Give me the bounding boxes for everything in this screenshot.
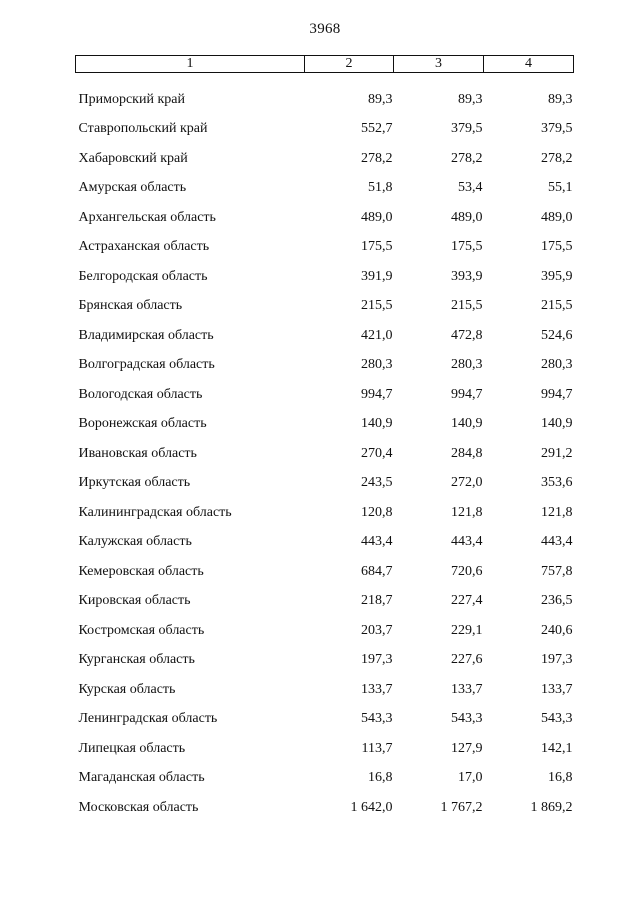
value-col3-cell: 379,5 <box>451 121 483 137</box>
value-col4-cell: 524,6 <box>541 327 573 343</box>
value-col4-cell: 489,0 <box>541 209 573 225</box>
table-row <box>76 351 574 381</box>
value-col3-cell: 133,7 <box>451 681 483 697</box>
value-col3-cell: 543,3 <box>451 711 483 727</box>
value-col3-cell: 229,1 <box>451 622 483 638</box>
region-cell: Астраханская область <box>78 239 210 255</box>
region-cell: Амурская область <box>78 180 187 196</box>
region-cell: Иркутская область <box>78 475 191 491</box>
value-col4-cell: 280,3 <box>541 357 573 373</box>
region-cell: Кировская область <box>78 593 191 609</box>
region-cell: Кемеровская область <box>78 563 204 579</box>
region-cell: Владимирская область <box>78 327 214 343</box>
table-row <box>76 734 574 764</box>
value-col2-cell: 215,5 <box>361 298 393 314</box>
value-col3-cell: 17,0 <box>458 770 483 786</box>
value-col2-cell: 16,8 <box>368 770 393 786</box>
value-col4-cell: 175,5 <box>541 239 573 255</box>
table-row <box>76 115 574 145</box>
value-col3-cell: 284,8 <box>451 445 483 461</box>
region-cell: Курганская область <box>78 652 195 668</box>
value-col3-cell: 53,4 <box>458 180 483 196</box>
table-row <box>76 292 574 322</box>
region-cell: Брянская область <box>78 298 183 314</box>
value-col4-cell: 55,1 <box>548 180 573 196</box>
value-col2-cell: 243,5 <box>361 475 393 491</box>
value-col2-cell: 51,8 <box>368 180 393 196</box>
table-row <box>76 144 574 174</box>
value-col2-cell: 489,0 <box>361 209 393 225</box>
table-row <box>76 616 574 646</box>
value-col2-cell: 443,4 <box>361 534 393 550</box>
value-col4-cell: 353,6 <box>541 475 573 491</box>
table-row <box>76 587 574 617</box>
region-cell: Московская область <box>78 799 199 815</box>
value-col3-cell: 215,5 <box>451 298 483 314</box>
table-body <box>76 73 574 823</box>
table-row <box>76 203 574 233</box>
table-row <box>76 764 574 794</box>
value-col3-cell: 227,6 <box>451 652 483 668</box>
value-col4-cell: 240,6 <box>541 622 573 638</box>
value-col2-cell: 270,4 <box>361 445 393 461</box>
region-cell: Ленинградская область <box>78 711 218 727</box>
value-col4-cell: 994,7 <box>541 386 573 402</box>
value-col2-cell: 197,3 <box>361 652 393 668</box>
value-col2-cell: 684,7 <box>361 563 393 579</box>
table-row <box>76 557 574 587</box>
value-col3-cell: 175,5 <box>451 239 483 255</box>
value-col3-cell: 227,4 <box>451 593 483 609</box>
value-col4-cell: 291,2 <box>541 445 573 461</box>
value-col2-cell: 140,9 <box>361 416 393 432</box>
table-row <box>76 705 574 735</box>
region-cell: Калужская область <box>78 534 192 550</box>
value-col4-cell: 133,7 <box>541 681 573 697</box>
value-col4-cell: 395,9 <box>541 268 573 284</box>
column-header-1: 1 <box>76 56 305 73</box>
value-col2-cell: 278,2 <box>361 150 393 166</box>
column-header-3: 3 <box>394 56 484 73</box>
region-cell: Приморский край <box>78 91 185 107</box>
value-col4-cell: 379,5 <box>541 121 573 137</box>
region-cell: Калининградская область <box>78 504 232 520</box>
column-header-2: 2 <box>305 56 394 73</box>
value-col4-cell: 757,8 <box>541 563 573 579</box>
data-table <box>75 55 574 823</box>
region-cell: Ставропольский край <box>78 121 208 137</box>
region-cell: Воронежская область <box>78 416 207 432</box>
table-row <box>76 410 574 440</box>
table-row <box>76 321 574 351</box>
value-col2-cell: 175,5 <box>361 239 393 255</box>
value-col4-cell: 543,3 <box>541 711 573 727</box>
value-col3-cell: 89,3 <box>458 91 483 107</box>
value-col2-cell: 1 642,0 <box>350 799 393 815</box>
value-col4-cell: 121,8 <box>541 504 573 520</box>
column-header-4: 4 <box>484 56 574 73</box>
value-col4-cell: 142,1 <box>541 740 573 756</box>
value-col3-cell: 121,8 <box>451 504 483 520</box>
table-row <box>76 73 574 115</box>
table-row <box>76 675 574 705</box>
value-col3-cell: 1 767,2 <box>440 799 483 815</box>
region-cell: Архангельская область <box>78 209 216 225</box>
region-cell: Вологодская область <box>78 386 203 402</box>
value-col3-cell: 278,2 <box>451 150 483 166</box>
value-col3-cell: 140,9 <box>451 416 483 432</box>
table-row <box>76 528 574 558</box>
table-row <box>76 233 574 263</box>
value-col3-cell: 127,9 <box>451 740 483 756</box>
value-col2-cell: 280,3 <box>361 357 393 373</box>
value-col4-cell: 236,5 <box>541 593 573 609</box>
value-col2-cell: 421,0 <box>361 327 393 343</box>
value-col2-cell: 994,7 <box>361 386 393 402</box>
table-row <box>76 174 574 204</box>
value-col2-cell: 89,3 <box>368 91 393 107</box>
table-row <box>76 380 574 410</box>
value-col2-cell: 543,3 <box>361 711 393 727</box>
page-number: 3968 <box>309 21 341 37</box>
value-col4-cell: 215,5 <box>541 298 573 314</box>
region-cell: Ивановская область <box>78 445 197 461</box>
value-col3-cell: 720,6 <box>451 563 483 579</box>
table-row <box>76 646 574 676</box>
value-col3-cell: 489,0 <box>451 209 483 225</box>
region-cell: Белгородская область <box>78 268 208 284</box>
value-col2-cell: 120,8 <box>361 504 393 520</box>
value-col3-cell: 994,7 <box>451 386 483 402</box>
value-col4-cell: 278,2 <box>541 150 573 166</box>
value-col3-cell: 393,9 <box>451 268 483 284</box>
region-cell: Костромская область <box>78 622 205 638</box>
region-cell: Волгоградская область <box>78 357 215 373</box>
region-cell: Хабаровский край <box>78 150 188 166</box>
value-col2-cell: 113,7 <box>361 740 393 756</box>
table-row <box>76 469 574 499</box>
value-col3-cell: 443,4 <box>451 534 483 550</box>
table-row <box>76 793 574 823</box>
region-cell: Курская область <box>78 681 176 697</box>
value-col3-cell: 472,8 <box>451 327 483 343</box>
region-cell: Липецкая область <box>78 740 186 756</box>
region-cell: Магаданская область <box>78 770 205 786</box>
value-col2-cell: 133,7 <box>361 681 393 697</box>
value-col2-cell: 552,7 <box>361 121 393 137</box>
table-header <box>76 56 574 73</box>
value-col2-cell: 391,9 <box>361 268 393 284</box>
table-row <box>76 439 574 469</box>
value-col3-cell: 272,0 <box>451 475 483 491</box>
table-row <box>76 262 574 292</box>
table-row <box>76 498 574 528</box>
value-col3-cell: 280,3 <box>451 357 483 373</box>
value-col4-cell: 443,4 <box>541 534 573 550</box>
value-col2-cell: 203,7 <box>361 622 393 638</box>
value-col4-cell: 89,3 <box>548 91 573 107</box>
value-col4-cell: 1 869,2 <box>530 799 573 815</box>
value-col4-cell: 16,8 <box>548 770 573 786</box>
value-col2-cell: 218,7 <box>361 593 393 609</box>
value-col4-cell: 140,9 <box>541 416 573 432</box>
header-row <box>76 56 574 73</box>
value-col4-cell: 197,3 <box>541 652 573 668</box>
